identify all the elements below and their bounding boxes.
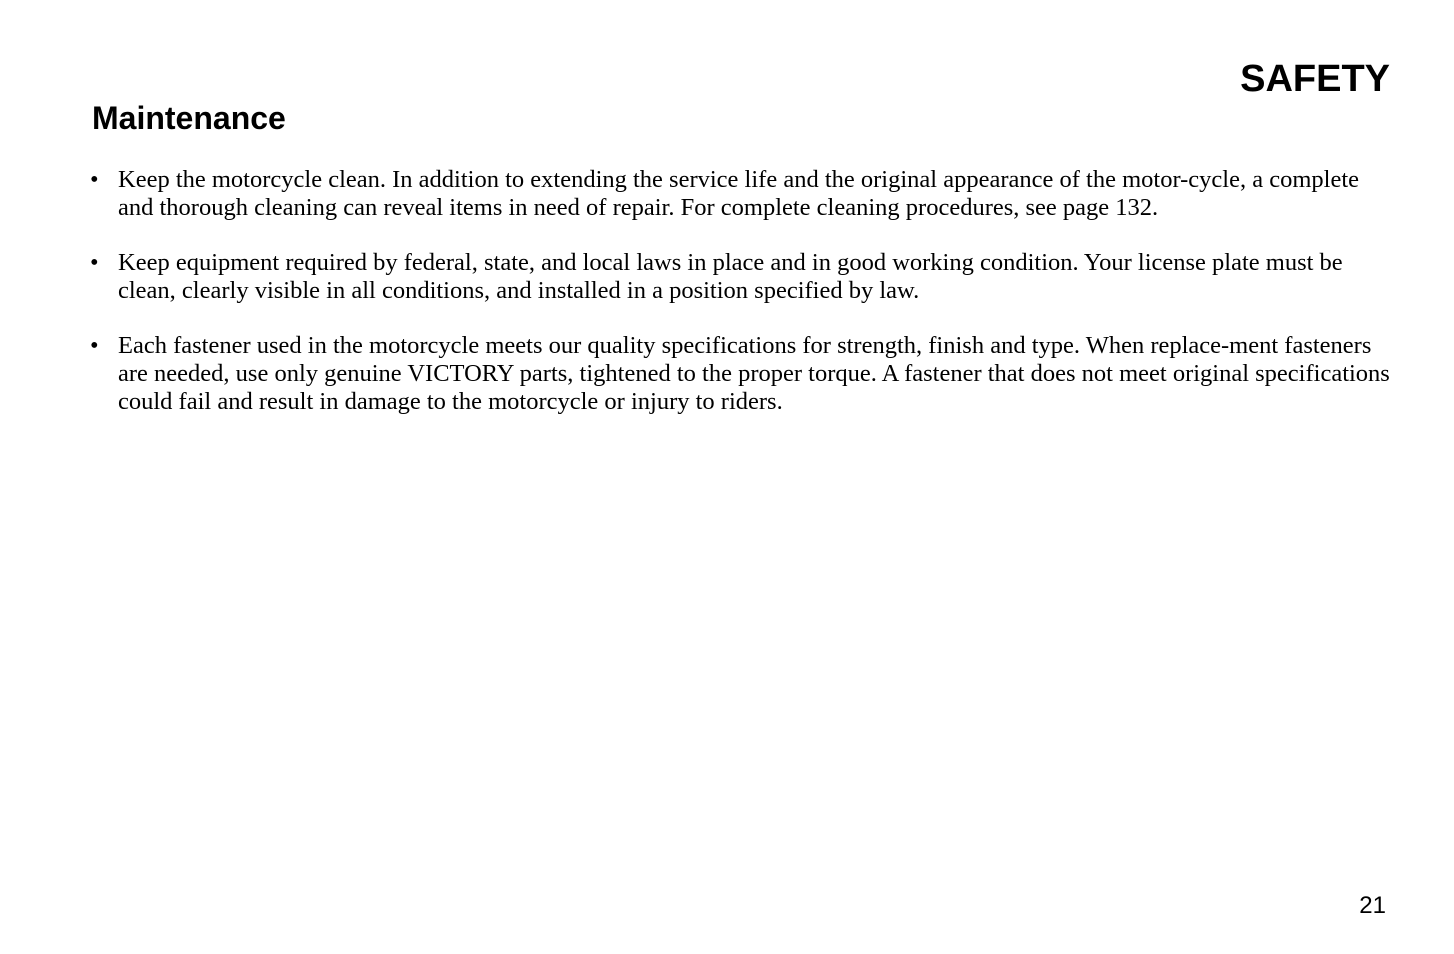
bullet-icon: •: [90, 332, 99, 359]
list-item: [90, 166, 1390, 222]
list-item-text: Keep the motorcycle clean. In addition to extending the service life and the original appearance of the motor-cycle, a complete and thorough cleaning can reveal items in need of repair. For complete cleaning procedures, see page 132.: [118, 166, 1359, 221]
list-item-text: Each fastener used in the motorcycle meets our quality specifications for strength, finish and type. When replace-ment fasteners are needed, use only genuine VICTORY parts, tightened to the proper torque. A fastener that does not meet original specifications could fail and result in damage to the motorcycle or injury to riders.: [118, 332, 1390, 415]
bullet-icon: •: [90, 166, 99, 193]
list-item: [90, 332, 1390, 416]
list-item-text: Keep equipment required by federal, state, and local laws in place and in good working condition. Your license plate must be clean, clearly visible in all conditions, and installed in a position specified by law.: [118, 249, 1343, 304]
header-section-title: SAFETY: [1240, 58, 1390, 100]
bullet-list: [90, 166, 1390, 443]
bullet-icon: •: [90, 249, 99, 276]
page-number: 21: [1359, 892, 1386, 919]
page-title: Maintenance: [92, 100, 286, 136]
list-item: [90, 249, 1390, 305]
